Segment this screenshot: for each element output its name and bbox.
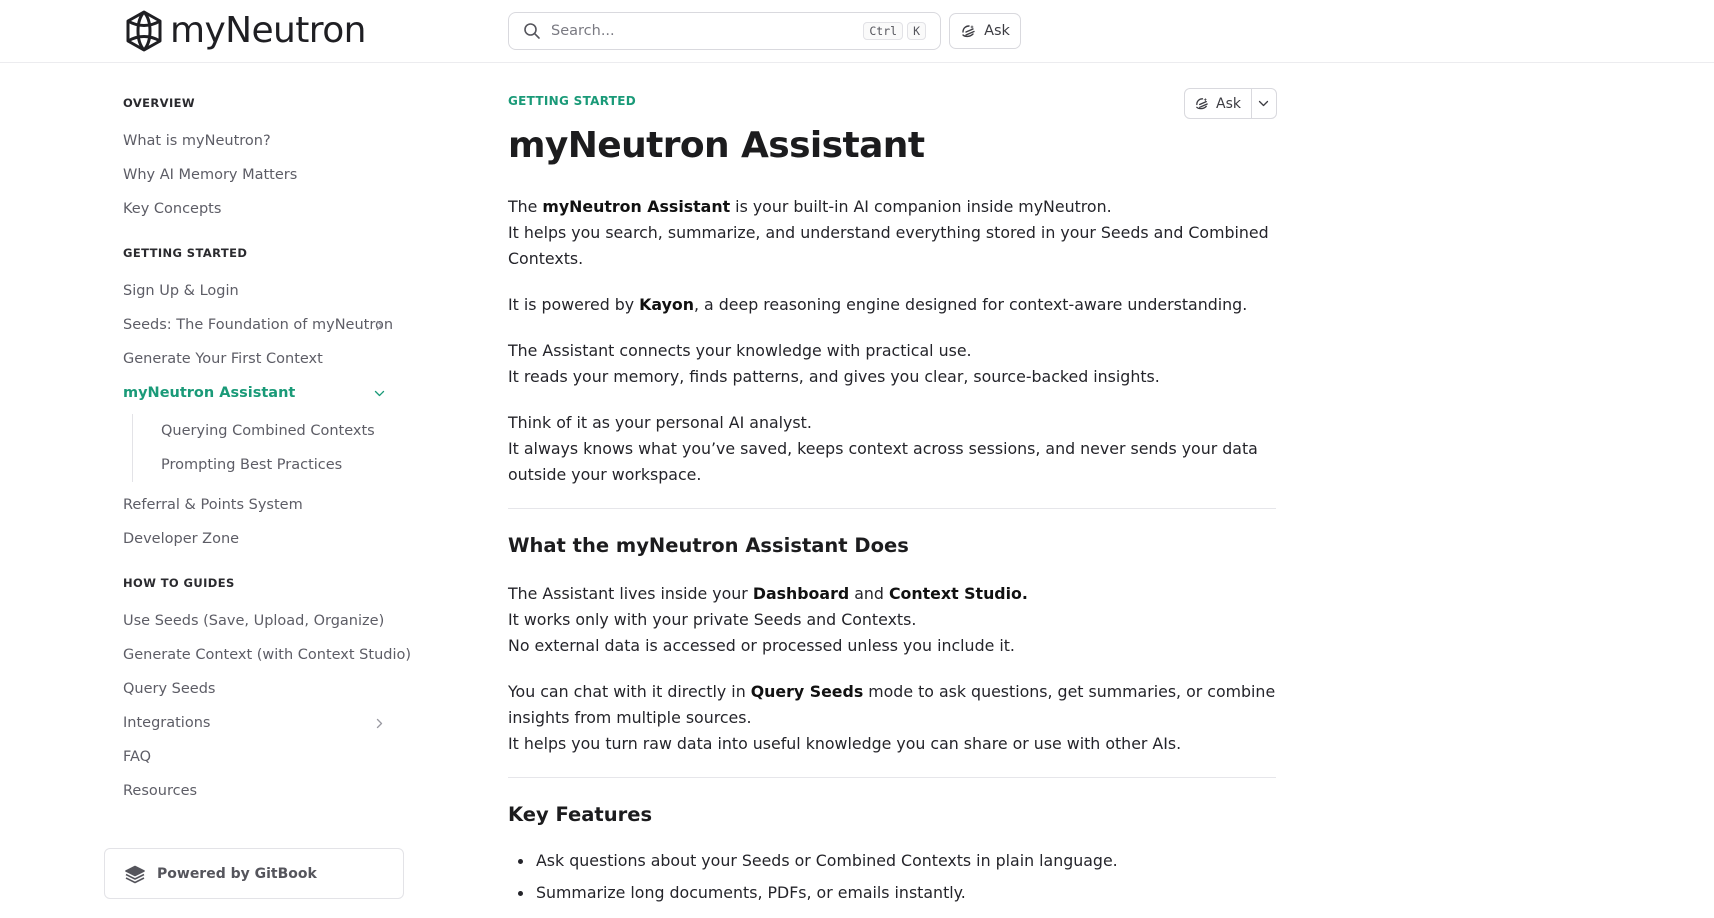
- assistant-subpages: [132, 414, 405, 482]
- divider: [508, 508, 1276, 509]
- shortcut-ctrl-key: Ctrl: [863, 22, 903, 40]
- text-run: The Assistant connects your knowledge with practical use.: [508, 341, 972, 360]
- sidebar-item-developer-zone[interactable]: Developer Zone: [123, 531, 240, 547]
- sidebar-item-label: myNeutron Assistant: [123, 385, 296, 401]
- chevron-down-icon[interactable]: [374, 388, 385, 399]
- sidebar-item-prompting-best-practices[interactable]: Prompting Best Practices: [161, 457, 343, 473]
- divider: [508, 777, 1276, 778]
- myneutron-logo-icon: [122, 9, 166, 53]
- sidebar-nav: [123, 94, 412, 808]
- article-body: [508, 194, 1276, 906]
- text-run: mode to ask questions, get summaries, or combine insights from multiple sources.: [508, 682, 1276, 727]
- header-ask-button[interactable]: [949, 13, 1021, 49]
- chat-paragraph: [508, 679, 1276, 757]
- text-run: No external data is accessed or processed unless you include it.: [508, 636, 1015, 655]
- sidebar-item-seeds-foundation[interactable]: [123, 308, 405, 342]
- search-icon: [523, 22, 541, 40]
- bold-term: Query Seeds: [750, 682, 864, 701]
- bold-term: myNeutron Assistant: [542, 197, 731, 216]
- section-heading-how-to-guides: HOW TO GUIDES: [123, 576, 235, 590]
- sidebar-item-integrations[interactable]: [123, 706, 405, 740]
- page-section-label: GETTING STARTED: [508, 94, 636, 108]
- powered-by-label: Powered by GitBook: [157, 865, 317, 882]
- chevron-right-icon[interactable]: [374, 320, 385, 331]
- text-run: It always knows what you’ve saved, keeps context across sessions, and never sends your data outside your workspace.: [508, 439, 1258, 484]
- sidebar-item-what-is-myneutron[interactable]: What is myNeutron?: [123, 133, 271, 149]
- heading-what-assistant-does: What the myNeutron Assistant Does: [508, 534, 909, 557]
- section-heading-getting-started: GETTING STARTED: [123, 246, 248, 260]
- bold-term: Kayon: [639, 295, 694, 314]
- top-header: [0, 0, 1714, 63]
- connects-paragraph: [508, 338, 1276, 390]
- sidebar-item-generate-first-context[interactable]: Generate Your First Context: [123, 351, 323, 367]
- brand-name: myNeutron: [170, 10, 366, 51]
- main-content: [508, 92, 1276, 912]
- sidebar-item-faq[interactable]: FAQ: [123, 749, 152, 765]
- lives-inside-paragraph: [508, 581, 1276, 659]
- text-run: It reads your memory, finds patterns, and gives you clear, source-backed insights.: [508, 367, 1160, 386]
- text-run: You can chat with it directly in: [508, 682, 751, 701]
- text-run: is your built-in AI companion inside myNeutron.: [730, 197, 1112, 216]
- sidebar-item-resources[interactable]: Resources: [123, 783, 198, 799]
- sidebar-item-label: Integrations: [123, 715, 211, 731]
- text-run: It is powered by: [508, 295, 640, 314]
- header-ask-label: Ask: [984, 23, 1010, 39]
- analyst-paragraph: [508, 410, 1276, 488]
- search-input[interactable]: [508, 12, 941, 50]
- intro-paragraph: [508, 194, 1276, 272]
- ask-ai-icon: [960, 23, 977, 40]
- text-run: The Assistant lives inside your: [508, 584, 753, 603]
- sidebar-item-myneutron-assistant[interactable]: [123, 376, 405, 410]
- text-run: It works only with your private Seeds and Contexts.: [508, 610, 917, 629]
- shortcut-k-key: K: [907, 22, 926, 40]
- sidebar-item-label: Seeds: The Foundation of myNeutron: [123, 317, 394, 333]
- search-placeholder: Search...: [551, 23, 615, 39]
- text-run: and: [849, 584, 889, 603]
- page-ask-label: Ask: [1216, 95, 1241, 112]
- gitbook-icon: [124, 863, 146, 885]
- bold-term: Dashboard: [752, 584, 850, 603]
- list-item: Summarize long documents, PDFs, or emails instantly.: [508, 880, 1276, 906]
- bold-term: Context Studio.: [888, 584, 1028, 603]
- sidebar-item-querying-combined-contexts[interactable]: Querying Combined Contexts: [161, 423, 375, 439]
- page-title: myNeutron Assistant: [508, 125, 925, 166]
- powered-by-gitbook-link[interactable]: [104, 848, 404, 899]
- text-run: It helps you turn raw data into useful knowledge you can share or use with other AIs.: [508, 734, 1182, 753]
- sidebar-item-why-ai-memory-matters[interactable]: Why AI Memory Matters: [123, 167, 298, 183]
- text-run: It helps you search, summarize, and understand everything stored in your Seeds and Combined Contexts.: [508, 223, 1269, 268]
- section-heading-overview: OVERVIEW: [123, 96, 195, 110]
- heading-key-features: Key Features: [508, 803, 653, 826]
- sidebar-item-key-concepts[interactable]: Key Concepts: [123, 201, 222, 217]
- text-run: , a deep reasoning engine designed for context-aware understanding.: [693, 295, 1248, 314]
- text-run: Think of it as your personal AI analyst.: [508, 413, 812, 432]
- sidebar-item-use-seeds[interactable]: Use Seeds (Save, Upload, Organize): [123, 613, 385, 629]
- sidebar-item-generate-context[interactable]: Generate Context (with Context Studio): [123, 647, 412, 663]
- powered-by-paragraph: [508, 292, 1276, 318]
- brand-logo[interactable]: [122, 9, 366, 53]
- list-item: Ask questions about your Seeds or Combined Contexts in plain language.: [508, 848, 1276, 874]
- sidebar-item-query-seeds[interactable]: Query Seeds: [123, 681, 216, 697]
- text-run: The: [508, 197, 543, 216]
- sidebar-item-sign-up-login[interactable]: Sign Up & Login: [123, 283, 239, 299]
- features-list: [508, 848, 1276, 906]
- sidebar-item-referral-points[interactable]: Referral & Points System: [123, 497, 303, 513]
- chevron-right-icon[interactable]: [374, 718, 385, 729]
